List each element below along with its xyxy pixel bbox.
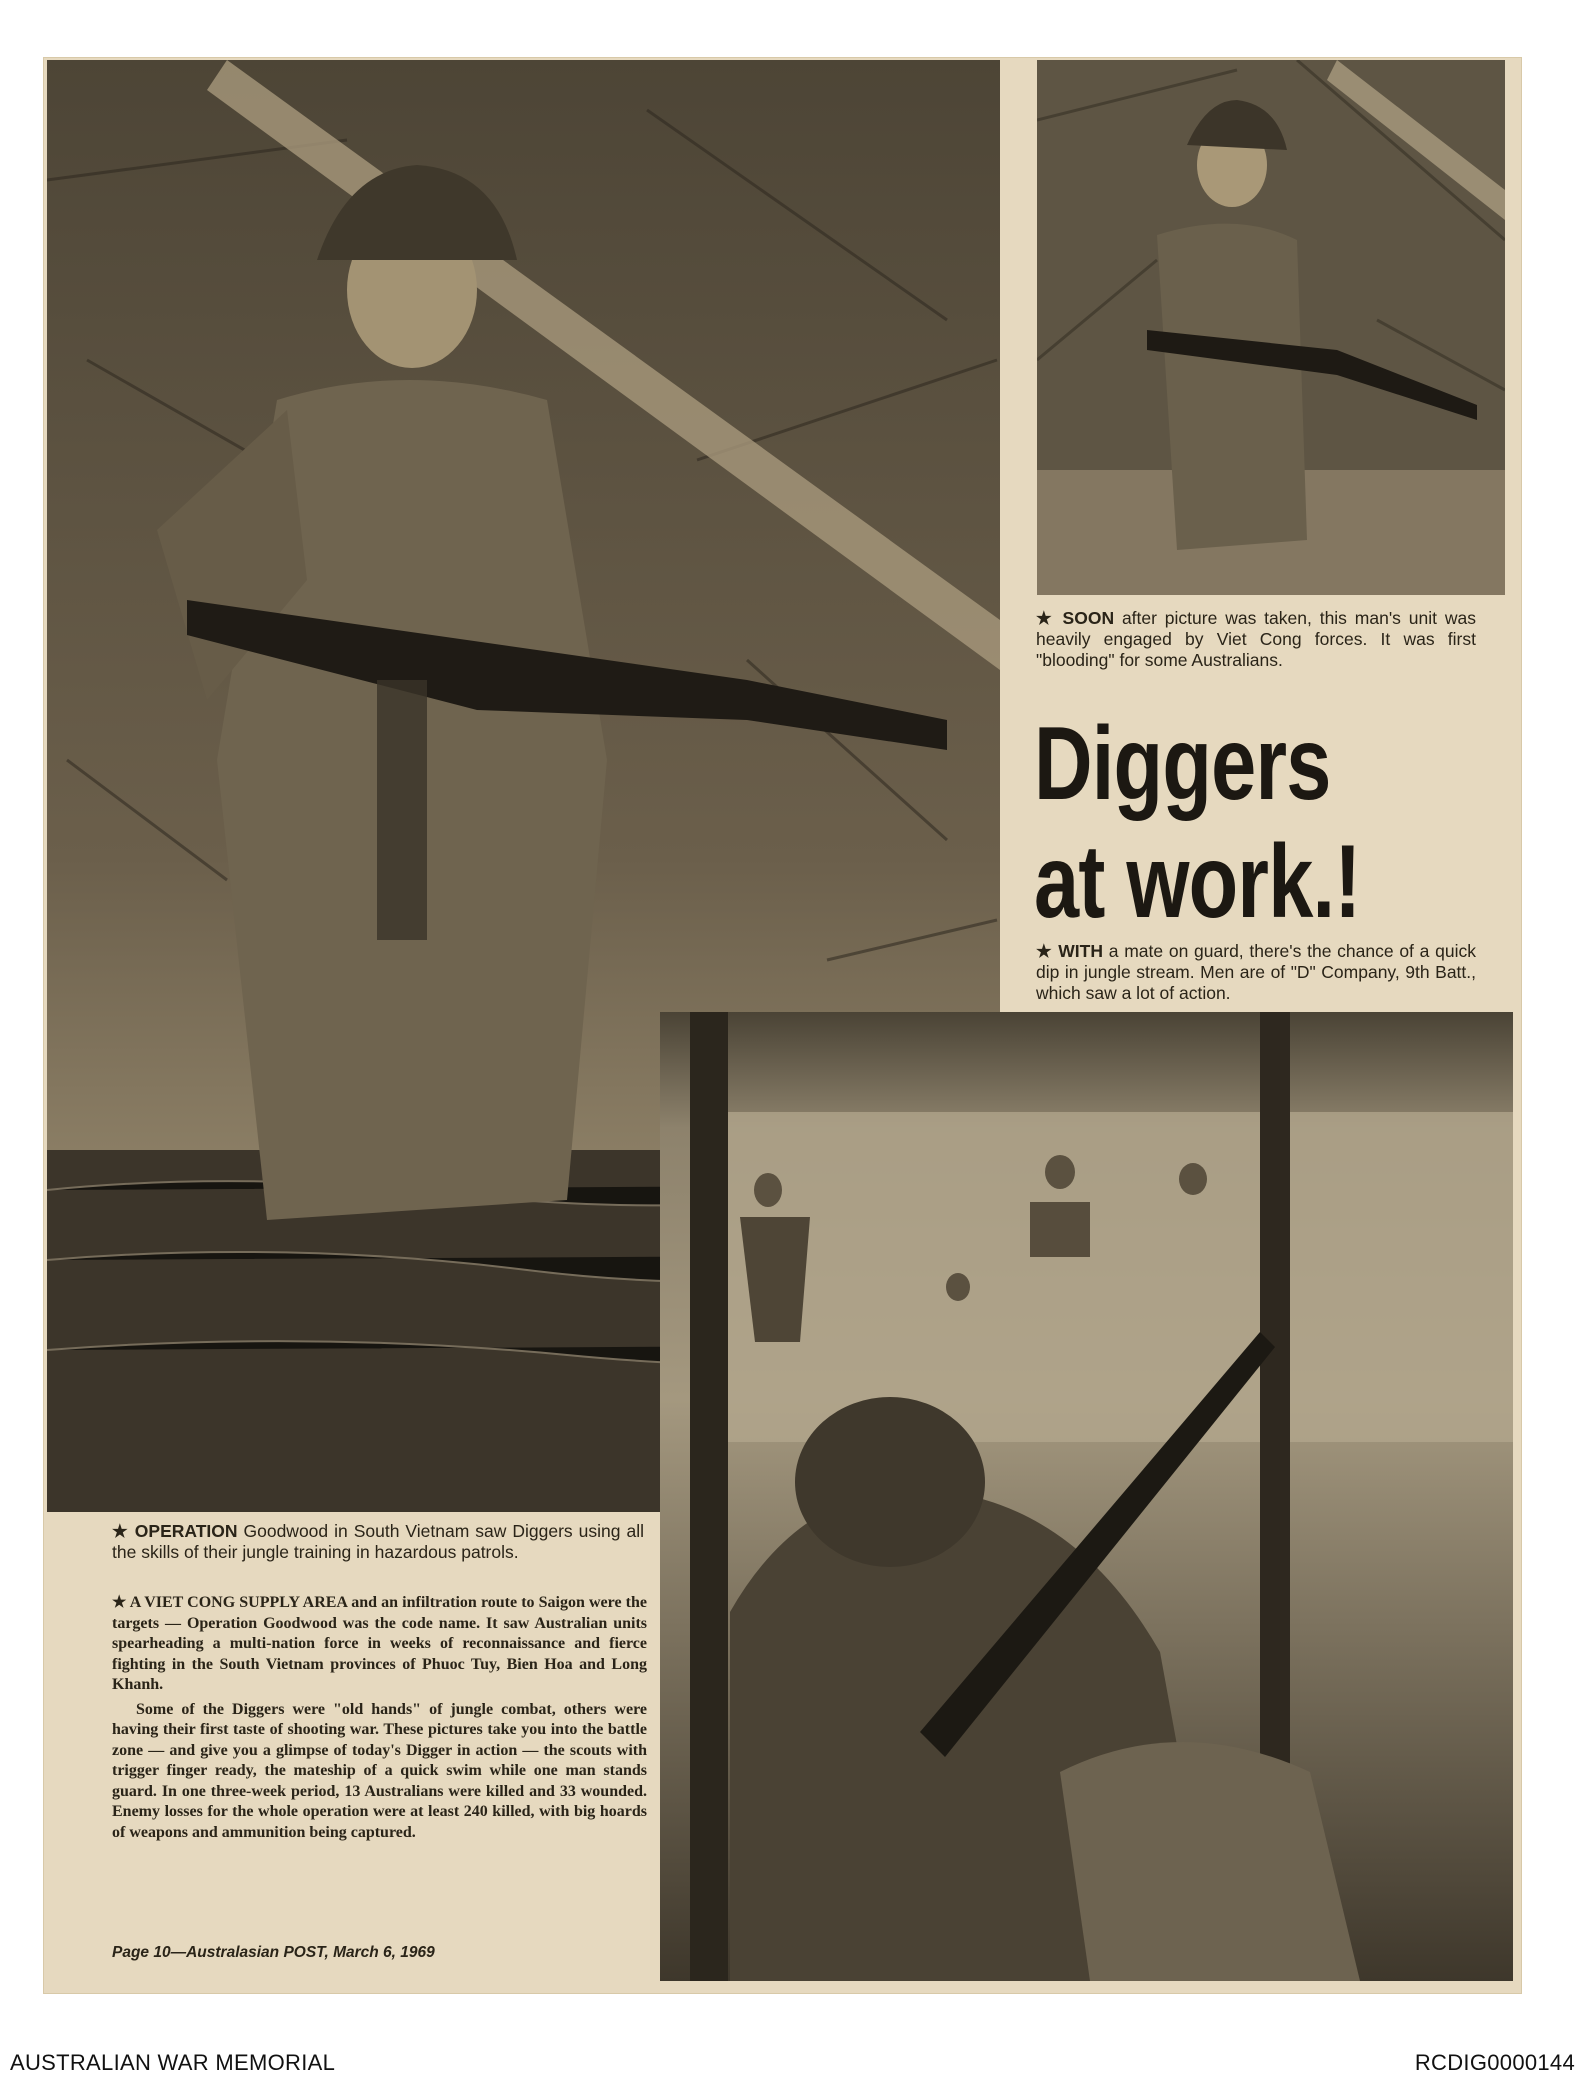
caption-lead: ★ OPERATION <box>112 1521 238 1541</box>
headline-line-2: at work.! <box>1034 824 1361 940</box>
article-paragraph-1 <box>112 1593 647 1696</box>
caption-text: Goodwood in South Vietnam saw Diggers using all the skills of their jungle training in hazardous patrols. <box>112 1521 644 1562</box>
headline-line-1: Diggers <box>1034 706 1331 822</box>
article-text: and an infiltration route to Saigon were the targets — Operation Goodwood was the code name. It saw Australian units spearheading a multi-nation force in weeks of reconnaissance and fierce fighting in the South Vietnam provinces of Phuoc Tuy, Bien Hoa and Long Khanh. <box>112 1594 648 1693</box>
article-paragraph-2: Some of the Diggers were "old hands" of jungle combat, others were having their first taste of shooting war. These pictures take you into the battle zone — and give you a glimpse of today's Digger in action — the scouts with trigger finger ready, the mateship of a quick swim while one man stands guard. In one three-week period, 13 Australians were killed and 33 wounded. Enemy losses for the whole operation were at least 240 killed, with big hoards of weapons and ammunition being captured. <box>112 1700 647 1841</box>
page-credit: Page 10—Australasian POST, March 6, 1969 <box>112 1944 435 1961</box>
caption-text: a mate on guard, there's the chance of a quick dip in jungle stream. Men are of "D" Company, 9th Batt., which saw a lot of action. <box>1036 941 1476 1003</box>
photo-wading-soldier <box>1037 60 1505 595</box>
archive-label-left: AUSTRALIAN WAR MEMORIAL <box>10 2050 336 2075</box>
photo-jungle-stream-guard <box>660 1012 1513 1981</box>
archive-label-right: RCDIG0000144 <box>1414 2050 1575 2075</box>
headline <box>1034 705 1362 941</box>
article-lead: ★ A VIET CONG SUPPLY AREA <box>112 1594 348 1611</box>
caption-lead: ★ SOON <box>1036 608 1115 628</box>
article-body <box>112 1593 647 1847</box>
caption-lead: ★ WITH <box>1036 941 1103 961</box>
caption-top-right <box>1036 608 1476 671</box>
caption-left <box>112 1521 644 1563</box>
caption-text: after picture was taken, this man's unit was heavily engaged by Viet Cong forces. It was first "blooding" for some Australians. <box>1036 608 1476 670</box>
caption-middle-right <box>1036 941 1476 1004</box>
